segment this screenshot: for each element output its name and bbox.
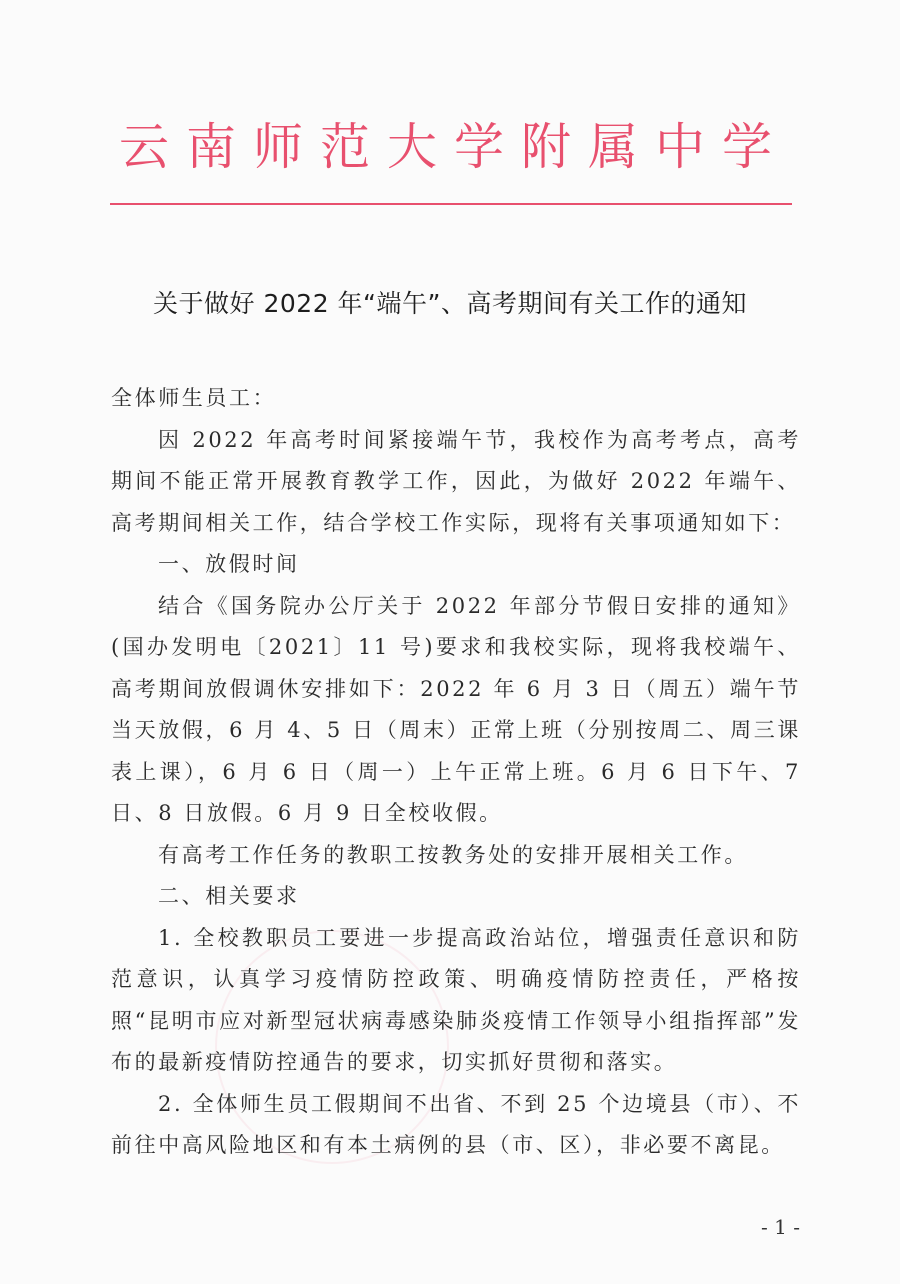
- document-body: [111, 378, 801, 1167]
- section-heading-holiday-time: 一、放假时间: [158, 552, 300, 576]
- requirement-item-1: 1. 全校教职员工要进一步提高政治站位，增强责任意识和防范意识，认真学习疫情防控政策、明确疫情防控责任，严格按照“昆明市应对新型冠状病毒感染肺炎疫情工作领导小组指挥部”发布的最新疫情防控通告的要求，切实抓好贯彻和落实。: [111, 925, 801, 1074]
- document-title: 关于做好 2022 年“端午”、高考期间有关工作的通知: [153, 289, 747, 318]
- holiday-schedule-paragraph: 结合《国务院办公厅关于 2022 年部分节假日安排的通知》(国办发明电〔2021〕11 号)要求和我校实际，现将我校端午、高考期间放假调休安排如下：2022 年 6 月 3 日（周五）端午节当天放假，6 月 4、5 日（周末）正常上班（分别按周二、周三课表上课），6 月 6 日（周一）上午正常上班。6 月 6 日下午、7 日、8 日放假。6 月 9 日全校收假。: [111, 593, 801, 825]
- intro-paragraph: 因 2022 年高考时间紧接端午节，我校作为高考考点，高考期间不能正常开展教育教学工作，因此，为做好 2022 年端午、高考期间相关工作，结合学校工作实际，现将有关事项通知如下：: [111, 427, 801, 535]
- letterhead-org-name: 云南师范大学附属中学: [119, 118, 789, 176]
- page-number: - 1 -: [761, 1215, 800, 1239]
- section-heading-requirements: 二、相关要求: [158, 884, 300, 908]
- requirement-item-2: 2. 全体师生员工假期间不出省、不到 25 个边境县（市）、不前往中高风险地区和有本土病例的县（市、区），非必要不离昆。: [111, 1091, 801, 1157]
- salutation: 全体师生员工：: [111, 386, 277, 410]
- letterhead-red-divider: [110, 203, 792, 205]
- exam-staff-paragraph: 有高考工作任务的教职工按教务处的安排开展相关工作。: [158, 842, 748, 867]
